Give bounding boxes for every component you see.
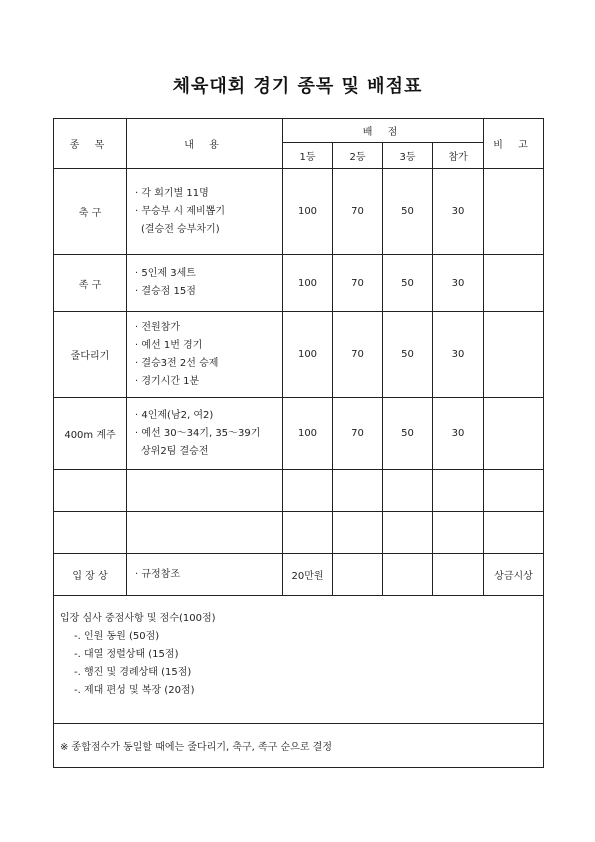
points-1st: 100 — [283, 312, 333, 398]
remarks-cell — [484, 398, 544, 470]
header-remarks: 비 고 — [484, 119, 544, 169]
content-line: · 5인제 3세트 — [135, 268, 196, 279]
event-content — [127, 398, 283, 470]
points-2nd: 70 — [333, 169, 383, 255]
notes-heading: 입장 심사 중점사항 및 점수(100점) — [60, 613, 216, 624]
entrance-content: · 규정참조 — [127, 554, 283, 596]
points-participation: 30 — [433, 169, 484, 255]
content-line: · 경기시간 1분 — [135, 375, 200, 387]
header-points: 배 점 — [283, 119, 484, 143]
notes-item: -. 대열 정렬상태 (15점) — [74, 649, 179, 660]
content-line: · 예선 1번 경기 — [135, 339, 203, 351]
points-3rd: 50 — [383, 169, 433, 255]
event-name: 줄다리기 — [54, 312, 127, 398]
judging-notes — [54, 596, 544, 724]
header-content: 내 용 — [127, 119, 283, 169]
points-2nd: 70 — [333, 255, 383, 312]
content-line: · 예선 30～34기, 35～39기 — [135, 427, 261, 439]
event-content — [127, 312, 283, 398]
remarks-cell — [484, 312, 544, 398]
points-2nd: 70 — [333, 312, 383, 398]
points-1st: 100 — [283, 255, 333, 312]
points-participation: 30 — [433, 255, 484, 312]
remarks-cell — [484, 255, 544, 312]
notes-item: -. 인원 동원 (50점) — [74, 631, 160, 642]
points-1st: 100 — [283, 169, 333, 255]
points-3rd: 50 — [383, 255, 433, 312]
points-1st: 100 — [283, 398, 333, 470]
page-title: 체육대회 경기 종목 및 배점표 — [172, 76, 423, 97]
footnote: ※ 종합점수가 동일할 때에는 줄다리기, 축구, 족구 순으로 결정 — [54, 724, 544, 768]
content-line: · 전원참가 — [135, 321, 180, 333]
table-row — [54, 312, 544, 398]
footnote-row — [54, 724, 544, 768]
header-rank-participation: 참가 — [433, 143, 484, 169]
table-row — [54, 255, 544, 312]
table-row — [54, 398, 544, 470]
empty-row — [54, 470, 544, 512]
event-name: 축 구 — [54, 169, 127, 255]
remarks-cell — [484, 169, 544, 255]
points-participation: 30 — [433, 312, 484, 398]
empty-row — [54, 512, 544, 554]
content-line: · 결승점 15점 — [135, 286, 196, 297]
entrance-row — [54, 554, 544, 596]
points-3rd: 50 — [383, 398, 433, 470]
content-line: · 결승3전 2선 승제 — [135, 357, 219, 369]
header-rank-1: 1등 — [283, 143, 333, 169]
entrance-prize: 20만원 — [283, 554, 333, 596]
event-content — [127, 169, 283, 255]
table-row — [54, 169, 544, 255]
event-name: 400m 계주 — [54, 398, 127, 470]
content-line: 상위2팀 결승전 — [141, 445, 209, 457]
points-participation: 30 — [433, 398, 484, 470]
content-line: · 4인제(남2, 여2) — [135, 409, 214, 421]
scoring-table — [53, 118, 544, 768]
points-3rd: 50 — [383, 312, 433, 398]
entrance-event: 입 장 상 — [54, 554, 127, 596]
header-rank-2: 2등 — [333, 143, 383, 169]
entrance-remarks: 상금시상 — [484, 554, 544, 596]
notes-item: -. 행진 및 경례상태 (15점) — [74, 667, 192, 678]
header-event: 종 목 — [54, 119, 127, 169]
event-name: 족 구 — [54, 255, 127, 312]
content-line: · 무승부 시 제비뽑기 — [135, 205, 225, 217]
event-content — [127, 255, 283, 312]
content-line: (결승전 승부차기) — [141, 223, 220, 235]
header-rank-3: 3등 — [383, 143, 433, 169]
points-2nd: 70 — [333, 398, 383, 470]
content-line: · 각 회기별 11명 — [135, 187, 209, 199]
notes-item: -. 제대 편성 및 복장 (20점) — [74, 685, 195, 696]
header-row — [54, 119, 544, 143]
notes-row — [54, 596, 544, 724]
